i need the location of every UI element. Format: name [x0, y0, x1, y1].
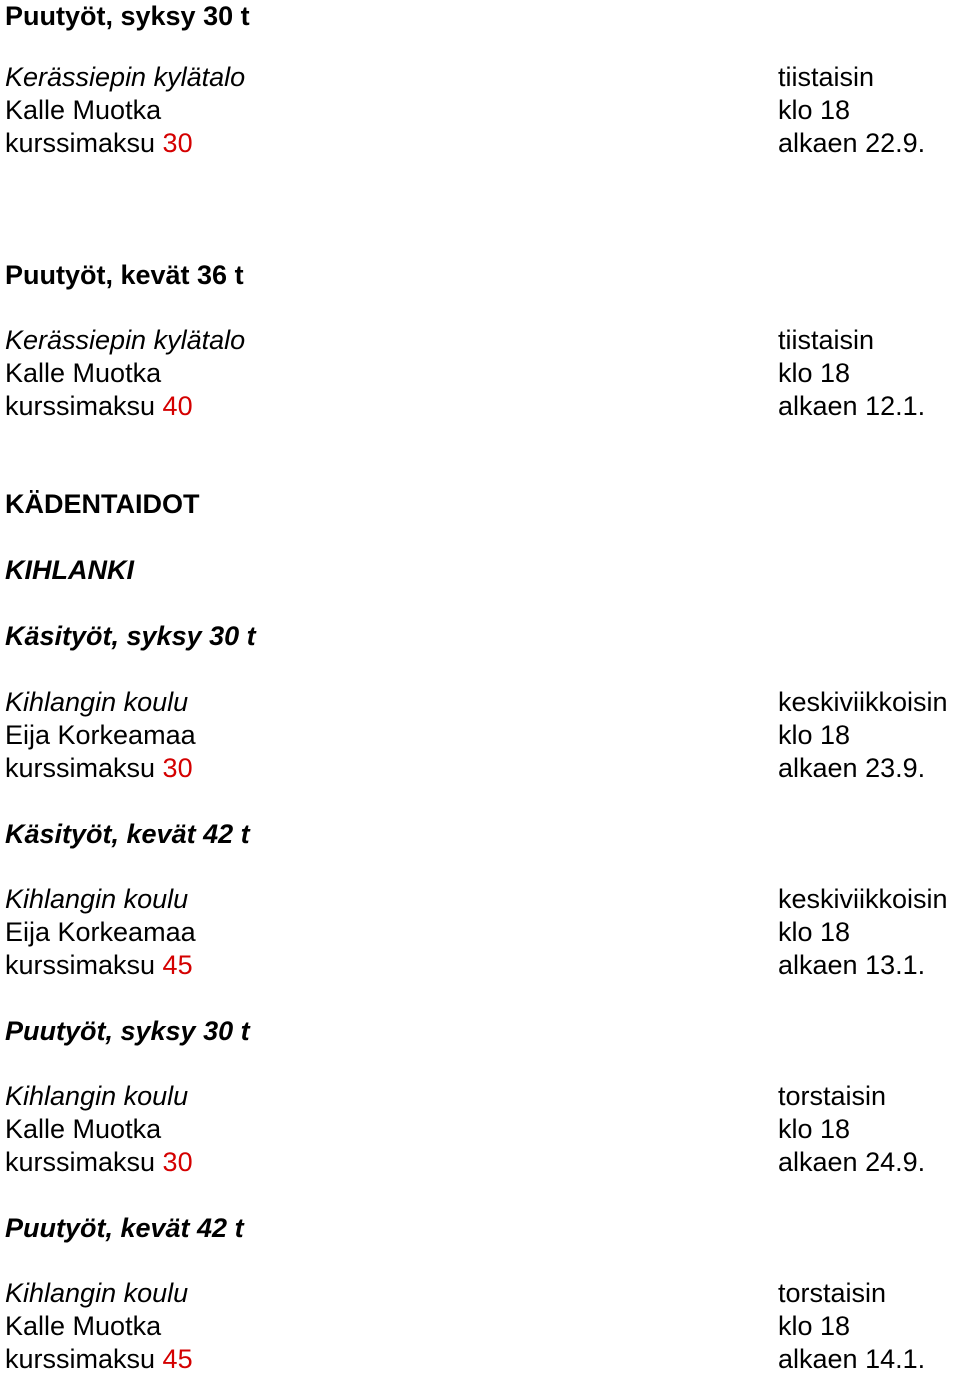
course-title: Puutyöt, kevät 36 t — [5, 260, 244, 290]
course-day: torstaisin — [778, 1081, 887, 1111]
fee-label: kurssimaksu — [5, 1344, 156, 1374]
course-teacher: Kalle Muotka — [5, 1114, 162, 1144]
course-place: Kihlangin koulu — [5, 884, 189, 914]
fee-label: kurssimaksu — [5, 753, 156, 783]
course-row-place — [5, 686, 960, 719]
section-title: KÄDENTAIDOT — [5, 489, 200, 519]
course-place: Kihlangin koulu — [5, 1278, 189, 1308]
fee-amount: 30 — [162, 128, 193, 158]
course-time: klo 18 — [778, 1311, 851, 1341]
course-teacher: Kalle Muotka — [5, 1311, 162, 1341]
course-row-teacher — [5, 1113, 960, 1146]
course-row-fee — [5, 1343, 960, 1376]
course-row-fee — [5, 949, 960, 982]
course-start: alkaen 24.9. — [778, 1147, 926, 1177]
fee-label: kurssimaksu — [5, 128, 156, 158]
course-start: alkaen 23.9. — [778, 753, 926, 783]
fee-label: kurssimaksu — [5, 950, 156, 980]
course-row-fee — [5, 127, 960, 160]
fee-label: kurssimaksu — [5, 391, 156, 421]
course-time: klo 18 — [778, 95, 851, 125]
course-start: alkaen 14.1. — [778, 1344, 926, 1374]
course-title: Puutyöt, syksy 30 t — [5, 1016, 250, 1046]
course-place: Kihlangin koulu — [5, 687, 189, 717]
course-row-teacher — [5, 357, 960, 390]
course-row-teacher — [5, 916, 960, 949]
course-row-teacher — [5, 1310, 960, 1343]
course-day: keskiviikkoisin — [778, 884, 948, 914]
course-row-place — [5, 61, 960, 94]
course-time: klo 18 — [778, 358, 851, 388]
course-fee — [5, 752, 193, 785]
course-day: tiistaisin — [778, 325, 875, 355]
course-time: klo 18 — [778, 1114, 851, 1144]
course-title: Käsityöt, syksy 30 t — [5, 621, 256, 651]
fee-amount: 45 — [162, 1344, 193, 1374]
course-row-place — [5, 324, 960, 357]
course-teacher: Eija Korkeamaa — [5, 720, 196, 750]
course-fee — [5, 1343, 193, 1376]
course-place: Kerässiepin kylätalo — [5, 62, 246, 92]
course-teacher: Kalle Muotka — [5, 95, 162, 125]
course-day: keskiviikkoisin — [778, 687, 948, 717]
course-row-teacher — [5, 719, 960, 752]
course-fee — [5, 949, 193, 982]
course-row-fee — [5, 1146, 960, 1179]
course-place: Kerässiepin kylätalo — [5, 325, 246, 355]
course-fee — [5, 127, 193, 160]
course-time: klo 18 — [778, 917, 851, 947]
course-day: torstaisin — [778, 1278, 887, 1308]
course-fee — [5, 1146, 193, 1179]
course-row-fee — [5, 752, 960, 785]
fee-label: kurssimaksu — [5, 1147, 156, 1177]
fee-amount: 30 — [162, 1147, 193, 1177]
course-teacher: Kalle Muotka — [5, 358, 162, 388]
course-row-teacher — [5, 94, 960, 127]
fee-amount: 30 — [162, 753, 193, 783]
course-title: Puutyöt, syksy 30 t — [5, 1, 250, 31]
course-start: alkaen 22.9. — [778, 128, 926, 158]
course-title: Puutyöt, kevät 42 t — [5, 1213, 244, 1243]
course-fee — [5, 390, 193, 423]
course-row-place — [5, 1277, 960, 1310]
course-row-place — [5, 883, 960, 916]
course-row-fee — [5, 390, 960, 423]
course-place: Kihlangin koulu — [5, 1081, 189, 1111]
location-title: KIHLANKI — [5, 555, 134, 585]
course-start: alkaen 13.1. — [778, 950, 926, 980]
course-teacher: Eija Korkeamaa — [5, 917, 196, 947]
course-title: Käsityöt, kevät 42 t — [5, 819, 250, 849]
course-start: alkaen 12.1. — [778, 391, 926, 421]
course-row-place — [5, 1080, 960, 1113]
fee-amount: 40 — [162, 391, 193, 421]
fee-amount: 45 — [162, 950, 193, 980]
course-time: klo 18 — [778, 720, 851, 750]
course-day: tiistaisin — [778, 62, 875, 92]
